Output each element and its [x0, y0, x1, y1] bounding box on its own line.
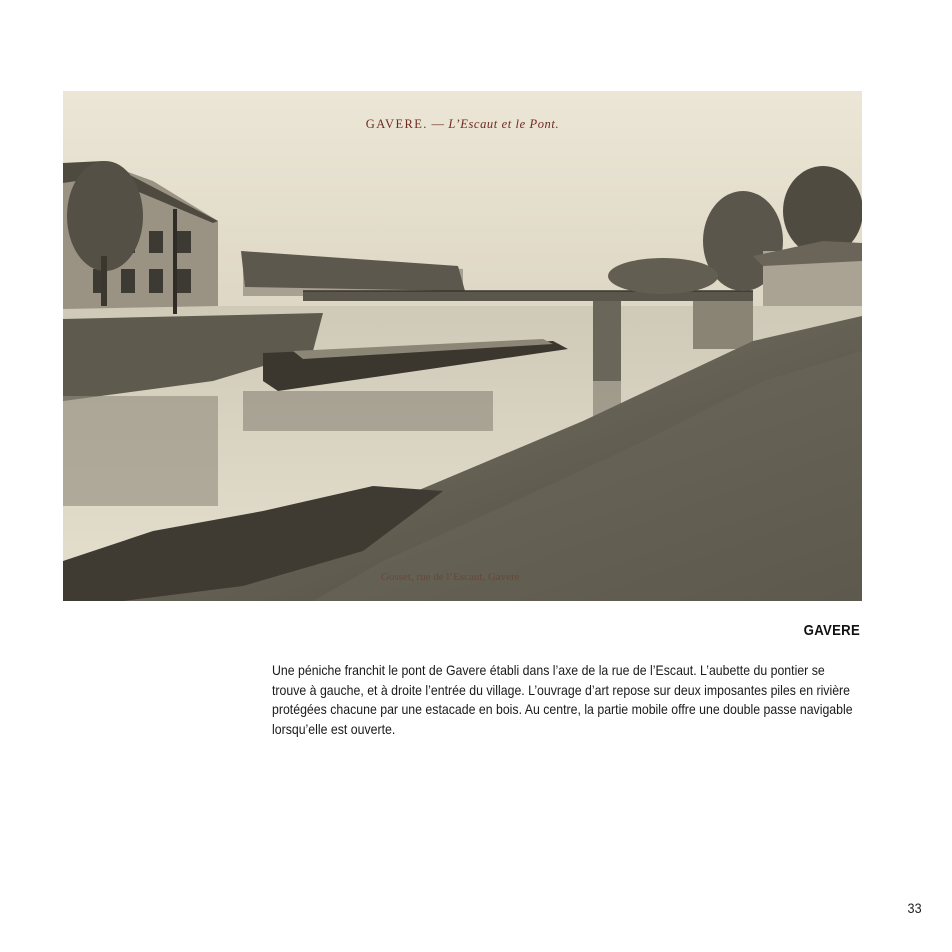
section-description: Une péniche franchit le pont de Gavere établi dans l’axe de la rue de l’Escaut. L’aubette du pontier se trouve à gauche, et à droite l’entrée du village. L’ouvrage d’art repose sur deux imposantes piles en rivière protégées chacune par une estacade en bois. Au centre, la partie mobile offre une double passe navigable lorsqu’elle est ouverte.	[272, 662, 853, 737]
caption-subtitle: L’Escaut et le Pont.	[448, 117, 560, 131]
postcard-image	[63, 91, 862, 601]
caption-place: GAVERE.	[365, 117, 428, 131]
caption-separator: —	[431, 117, 445, 131]
page-number: 33	[907, 900, 922, 916]
publisher-mark: Gosset, rue de l’Escaut, Gavere	[381, 571, 520, 583]
section-title: GAVERE	[803, 622, 860, 639]
postcard-photo	[63, 91, 862, 601]
postcard-printed-caption	[63, 117, 862, 132]
